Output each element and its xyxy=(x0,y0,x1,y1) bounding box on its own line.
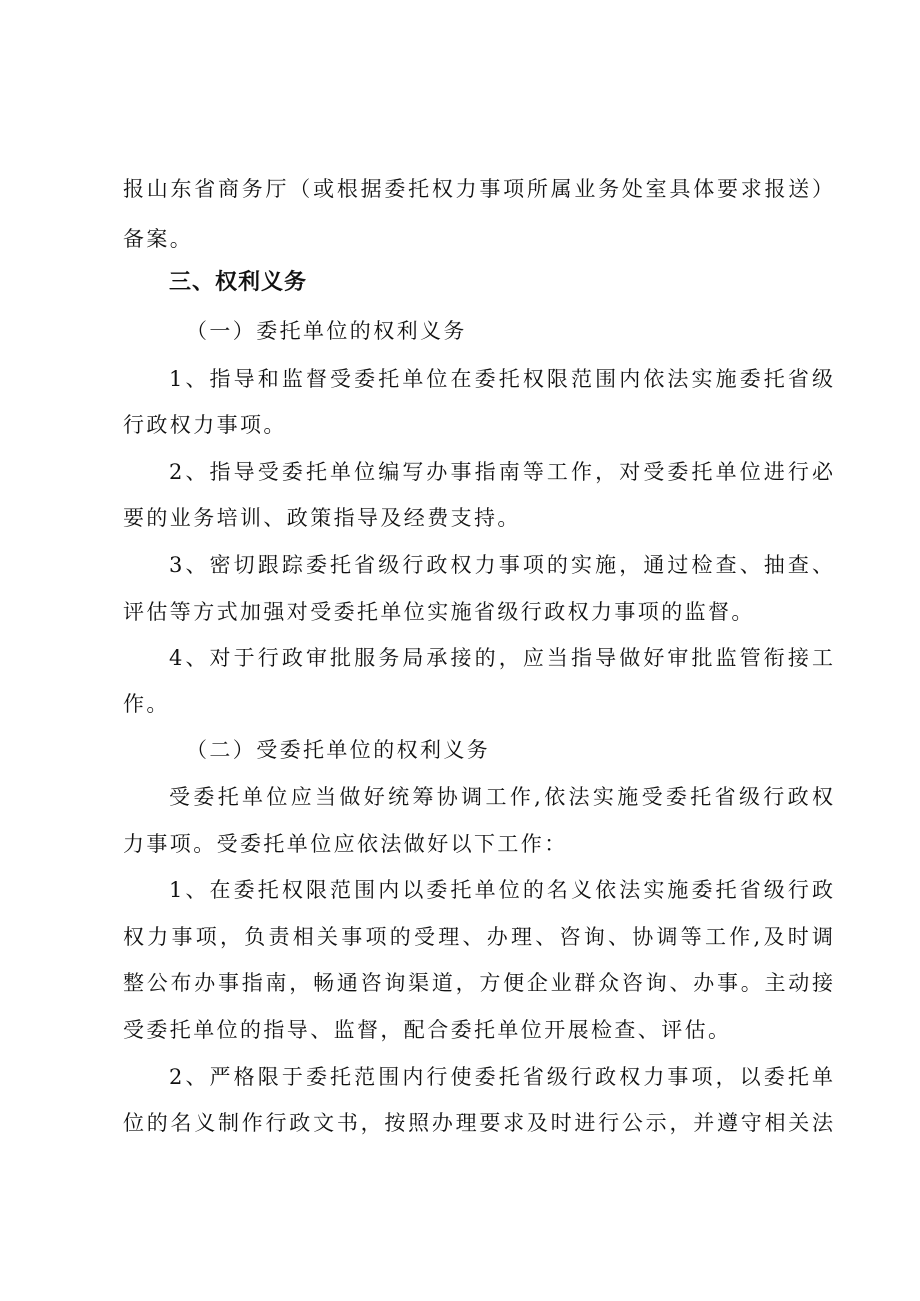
paragraph-line: 3、密切跟踪委托省级行政权力事项的实施，通过检查、抽查、 xyxy=(169,553,833,577)
paragraph-line: 评估等方式加强对受委托单位实施省级行政权力事项的监督。 xyxy=(123,600,755,624)
paragraph-line: 4、对于行政审批服务局承接的，应当指导做好审批监管衔接工 xyxy=(169,646,833,670)
paragraph-line: 位的名义制作行政文书，按照办理要求及时进行公示，并遵守相关法 xyxy=(123,1111,833,1135)
paragraph-line: 权力事项，负责相关事项的受理、办理、咨询、协调等工作,及时调 xyxy=(123,925,833,949)
paragraph-line: 报山东省商务厅（或根据委托权力事项所属业务处室具体要求报送） xyxy=(123,177,833,201)
paragraph-line: 1、在委托权限范围内以委托单位的名义依法实施委托省级行政 xyxy=(169,878,833,902)
paragraph-line: 1、指导和监督受委托单位在委托权限范围内依法实施委托省级 xyxy=(169,367,833,391)
paragraph-line: 2、指导受委托单位编写办事指南等工作，对受委托单位进行必 xyxy=(169,460,833,484)
section-heading: 三、权利义务 xyxy=(169,270,308,295)
paragraph-line: 整公布办事指南，畅通咨询渠道，方便企业群众咨询、办事。主动接 xyxy=(123,971,833,995)
paragraph-line: 受委托单位应当做好统筹协调工作,依法实施受委托省级行政权 xyxy=(169,785,833,809)
subsection-heading: （一）委托单位的权利义务 xyxy=(186,319,467,343)
paragraph-line: 2、严格限于委托范围内行使委托省级行政权力事项，以委托单 xyxy=(169,1065,833,1089)
paragraph-line: 要的业务培训、政策指导及经费支持。 xyxy=(123,506,521,530)
paragraph-line: 受委托单位的指导、监督，配合委托单位开展检查、评估。 xyxy=(123,1018,732,1042)
paragraph-line: 行政权力事项。 xyxy=(123,413,287,437)
paragraph-line: 备案。 xyxy=(123,227,194,251)
paragraph-line: 力事项。受委托单位应依法做好以下工作： xyxy=(123,832,568,856)
subsection-heading: （二）受委托单位的权利义务 xyxy=(186,738,491,762)
paragraph-line: 作。 xyxy=(123,692,170,716)
